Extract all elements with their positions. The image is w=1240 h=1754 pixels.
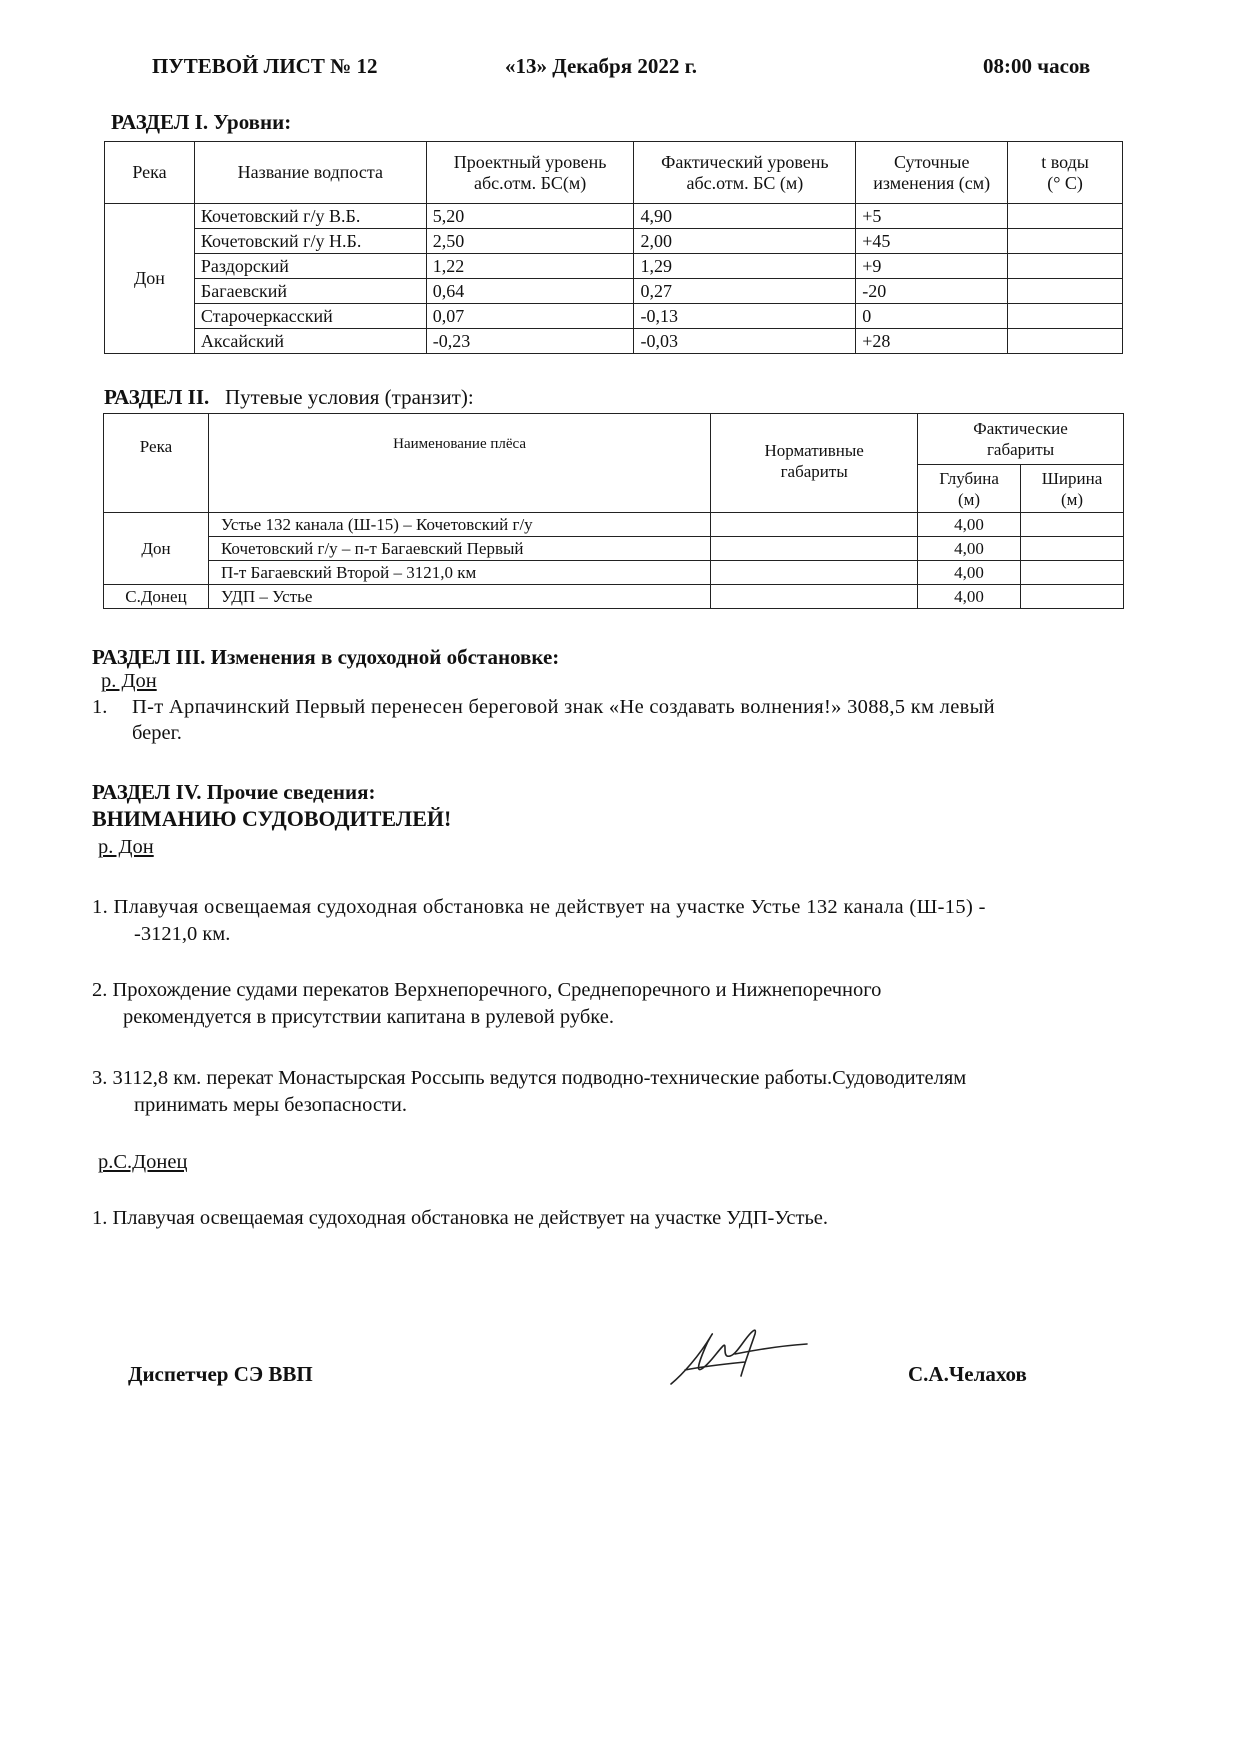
- actual-level: 4,90: [634, 204, 856, 229]
- daily-change: +28: [856, 329, 1008, 354]
- table-row: [104, 561, 1124, 585]
- section4-river-donets: р.С.Донец: [98, 1151, 188, 1173]
- section4-title: РАЗДЕЛ IV. Прочие сведения:: [92, 780, 376, 804]
- reach-name: УДП – Устье: [208, 585, 710, 609]
- document-date: «13» Декабря 2022 г.: [505, 54, 698, 78]
- norm-dimensions: [711, 513, 918, 537]
- attention-heading: ВНИМАНИЮ СУДОВОДИТЕЛЕЙ!: [92, 806, 452, 831]
- section3-title: РАЗДЕЛ III. Изменения в судоходной обстановке:: [92, 645, 560, 669]
- notice-item-3-line2: принимать меры безопасности.: [134, 1094, 407, 1116]
- col-header-daily-change: Суточные изменения (см): [856, 142, 1008, 204]
- depth-value: 4,00: [918, 585, 1021, 609]
- river-cell: Дон: [105, 204, 195, 354]
- actual-level: -0,03: [634, 329, 856, 354]
- post-name: Кочетовский г/у Н.Б.: [194, 229, 426, 254]
- post-name: Раздорский: [194, 254, 426, 279]
- table-row: [105, 329, 1123, 354]
- notice-item-2-line1: 2. Прохождение судами перекатов Верхнепоречного, Среднепоречного и Нижнепоречного: [92, 979, 882, 1001]
- col-header-depth: Глубина (м): [918, 465, 1021, 513]
- depth-value: 4,00: [918, 513, 1021, 537]
- post-name: Кочетовский г/у В.Б.: [194, 204, 426, 229]
- col-header-norm-dimensions: Нормативные габариты: [711, 414, 918, 513]
- col-header-post: Название водпоста: [194, 142, 426, 204]
- daily-change: 0: [856, 304, 1008, 329]
- col-header-river: Река: [105, 142, 195, 204]
- width-value: [1021, 585, 1124, 609]
- col-header-reach: Наименование плёса: [208, 414, 710, 513]
- water-temp: [1008, 304, 1123, 329]
- levels-table: [104, 141, 1123, 354]
- daily-change: +5: [856, 204, 1008, 229]
- table-row: [105, 254, 1123, 279]
- daily-change: +45: [856, 229, 1008, 254]
- table-row: [105, 304, 1123, 329]
- table-row: [105, 204, 1123, 229]
- depth-value: 4,00: [918, 561, 1021, 585]
- reach-name: П-т Багаевский Второй – 3121,0 км: [208, 561, 710, 585]
- project-level: 0,64: [426, 279, 634, 304]
- norm-dimensions: [711, 537, 918, 561]
- water-temp: [1008, 279, 1123, 304]
- section3-item-line2: берег.: [132, 722, 182, 744]
- table-row: [104, 537, 1124, 561]
- notice-item-3-line1: 3. 3112,8 км. перекат Монастырская Россыпь ведутся подводно-технические работы.Судоводителям: [92, 1067, 967, 1089]
- col-header-actual-level: Фактический уровень абс.отм. БС (м): [634, 142, 856, 204]
- daily-change: +9: [856, 254, 1008, 279]
- table-row: [105, 229, 1123, 254]
- levels-header-row: [105, 142, 1123, 204]
- section4-river-don: р. Дон: [98, 836, 154, 858]
- notice-item-1-line2: -3121,0 км.: [134, 923, 231, 945]
- water-temp: [1008, 329, 1123, 354]
- width-value: [1021, 561, 1124, 585]
- col-header-actual-dimensions: Фактические габариты: [918, 414, 1124, 465]
- col-header-water-temp: t воды (° С): [1008, 142, 1123, 204]
- section3-river-heading: р. Дон: [101, 670, 157, 692]
- depth-value: 4,00: [918, 537, 1021, 561]
- water-temp: [1008, 204, 1123, 229]
- reach-name: Устье 132 канала (Ш-15) – Кочетовский г/у: [208, 513, 710, 537]
- section3-item-number: 1.: [92, 696, 108, 718]
- col-header-river: Река: [104, 414, 209, 513]
- actual-level: 1,29: [634, 254, 856, 279]
- norm-dimensions: [711, 585, 918, 609]
- norm-dimensions: [711, 561, 918, 585]
- document-time: 08:00 часов: [983, 54, 1091, 78]
- width-value: [1021, 513, 1124, 537]
- actual-level: 2,00: [634, 229, 856, 254]
- document-title: ПУТЕВОЙ ЛИСТ № 12: [152, 54, 378, 78]
- notice-item-1-line1: 1. Плавучая освещаемая судоходная обстановка не действует на участке Устье 132 канала (Ш-15) -: [92, 896, 986, 918]
- actual-level: 0,27: [634, 279, 856, 304]
- reach-name: Кочетовский г/у – п-т Багаевский Первый: [208, 537, 710, 561]
- transit-table: [103, 413, 1124, 609]
- water-temp: [1008, 229, 1123, 254]
- width-value: [1021, 537, 1124, 561]
- project-level: 1,22: [426, 254, 634, 279]
- project-level: -0,23: [426, 329, 634, 354]
- river-cell: Дон: [104, 513, 209, 585]
- notice-item-2-line2: рекомендуется в присутствии капитана в рулевой рубке.: [123, 1006, 614, 1028]
- project-level: 5,20: [426, 204, 634, 229]
- project-level: 2,50: [426, 229, 634, 254]
- section2-title: РАЗДЕЛ II. Путевые условия (транзит):: [104, 385, 474, 409]
- table-row: [104, 585, 1124, 609]
- dispatcher-position: Диспетчер СЭ ВВП: [128, 1362, 313, 1386]
- col-header-project-level: Проектный уровень абс.отм. БС(м): [426, 142, 634, 204]
- table-row: [104, 513, 1124, 537]
- table-row: [105, 279, 1123, 304]
- col-header-width: Ширина (м): [1021, 465, 1124, 513]
- daily-change: -20: [856, 279, 1008, 304]
- dispatcher-name: С.А.Челахов: [908, 1362, 1027, 1386]
- actual-level: -0,13: [634, 304, 856, 329]
- signature: [665, 1318, 815, 1388]
- section1-title: РАЗДЕЛ I. Уровни:: [111, 110, 292, 134]
- river-cell: С.Донец: [104, 585, 209, 609]
- post-name: Старочеркасский: [194, 304, 426, 329]
- section3-item-line1: П-т Арпачинский Первый перенесен береговой знак «Не создавать волнения!» 3088,5 км левый: [132, 696, 995, 718]
- post-name: Багаевский: [194, 279, 426, 304]
- notice-donets-item-1: 1. Плавучая освещаемая судоходная обстановка не действует на участке УДП-Устье.: [92, 1207, 829, 1229]
- post-name: Аксайский: [194, 329, 426, 354]
- project-level: 0,07: [426, 304, 634, 329]
- water-temp: [1008, 254, 1123, 279]
